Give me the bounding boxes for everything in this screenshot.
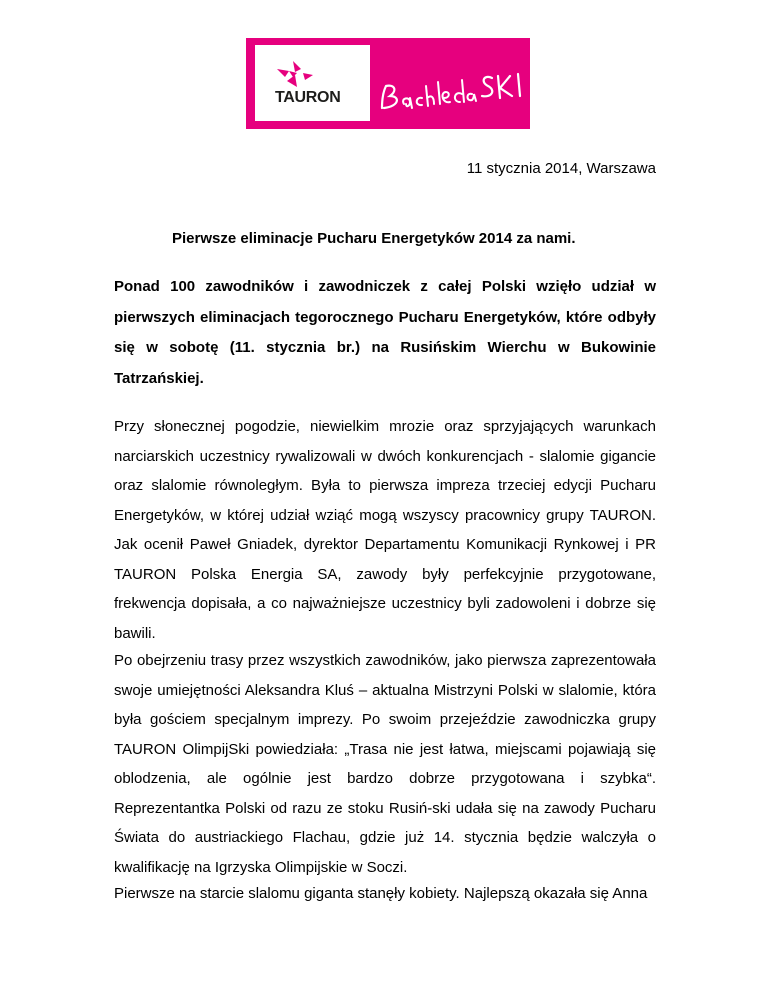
lead-paragraph: Ponad 100 zawodników i zawodniczek z całej Polski wzięło udział w pierwszych eliminacjach tegorocznego Pucharu Energetyków, które odbyły się w sobotę (11. stycznia br.) na Rusińskim Wierchu w Bukowinie Tatrzańskiej. (114, 278, 656, 387)
document-title: Pierwsze eliminacje Pucharu Energetyków 2014 za nami. (172, 230, 576, 247)
tauron-brand-text: TAURON (275, 89, 341, 106)
body-paragraph-3: Pierwsze na starcie slalomu giganta stanęły kobiety. Najlepszą okazała się Anna (114, 885, 648, 902)
header-banner (246, 38, 530, 129)
tauron-logo-icon (275, 59, 315, 89)
bachleda-ski-logo (376, 68, 526, 124)
tauron-logo (255, 45, 370, 121)
date-line: 11 stycznia 2014, Warszawa (466, 160, 656, 177)
body-paragraph-1: Przy słonecznej pogodzie, niewielkim mrozie oraz sprzyjających warunkach narciarskich uczestnicy rywalizowali w dwóch konkurencjach - slalomie gigancie oraz slalomie równoległym. Była to pierwsza impreza trzeciej edycji Pucharu Energetyków, w której udział wziąć mogą wszyscy pracownicy grupy TAURON. Jak ocenił Paweł Gniadek, dyrektor Departamentu Komunikacji Rynkowej i PR TAURON Polska Energia SA, zawody były perfekcyjnie przygotowane, frekwencja dopisała, a co najważniejsze uczestnicy byli zadowoleni i dobrze się bawili. (114, 418, 656, 642)
body-paragraph-2: Po obejrzeniu trasy przez wszystkich zawodników, jako pierwsza zaprezentowała swoje umiejętności Aleksandra Kluś – aktualna Mistrzyni Polski w slalomie, która była gościem specjalnym imprezy. Po swoim przejeździe zawodniczka grupy TAURON OlimpijSki powiedziała: „Trasa nie jest łatwa, miejscami pojawiają się oblodzenia, ale ogólnie jest bardzo dobrze przygotowana i szybka“. Reprezentantka Polski od razu ze stoku Rusiń-ski udała się na zawody Pucharu Świata do austriackiego Flachau, gdzie już 14. stycznia będzie walczyła o kwalifikację na Igrzyska Olimpijskie w Soczi. (114, 652, 656, 876)
